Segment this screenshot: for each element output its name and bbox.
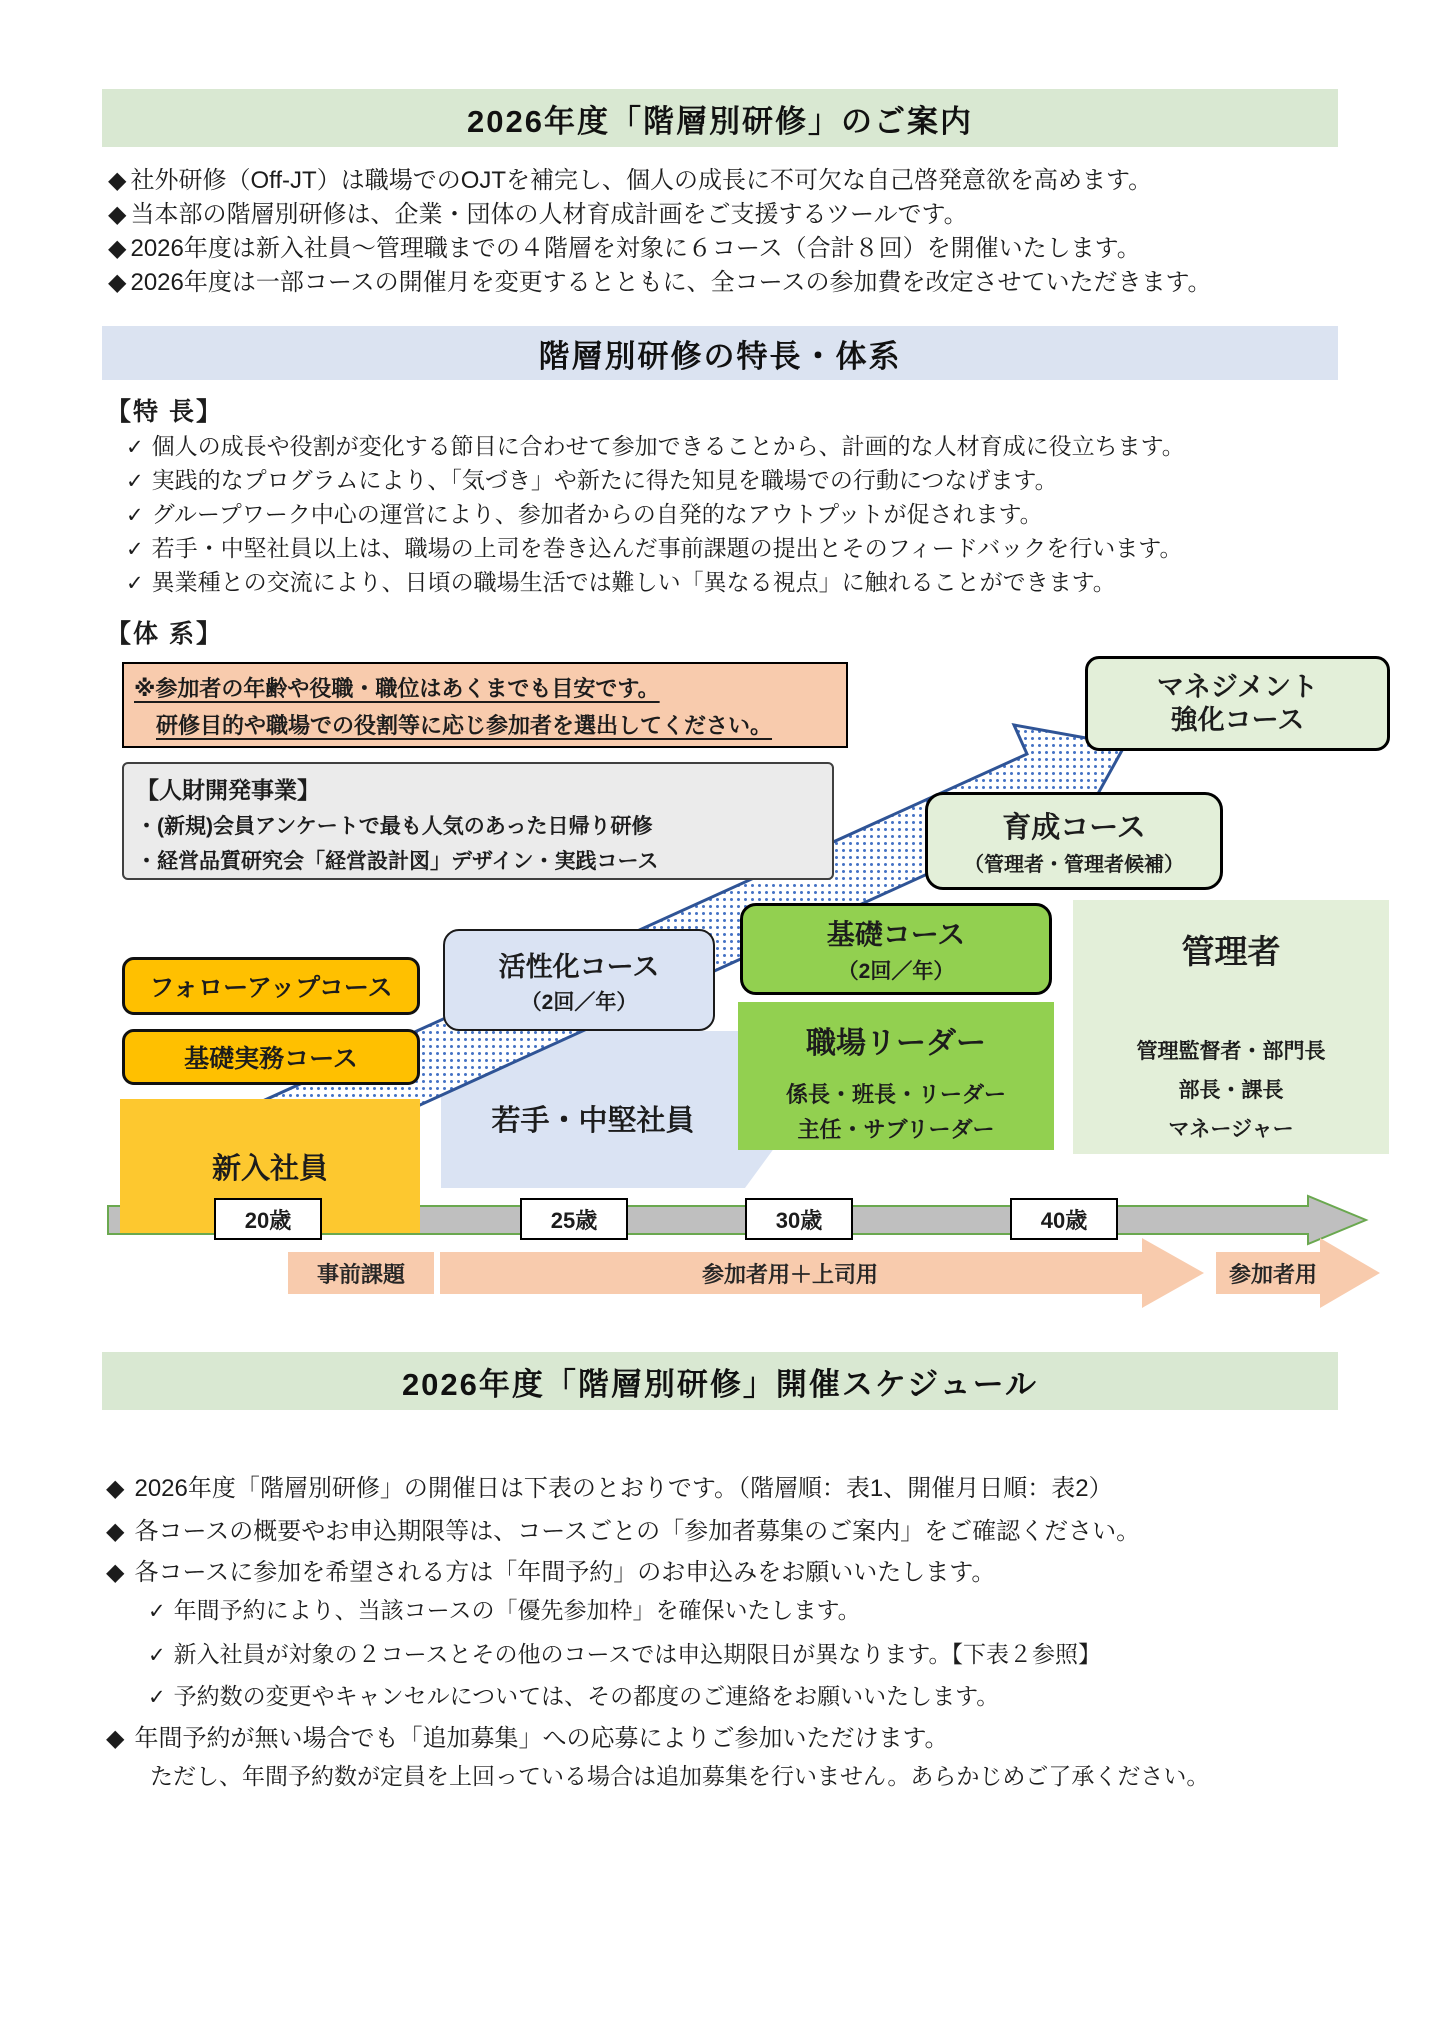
age-box-20: 20歳 bbox=[214, 1198, 322, 1240]
preassignment-label: 事前課題 bbox=[316, 1261, 405, 1287]
feature-item-4 bbox=[126, 530, 1182, 563]
shinnyu-label: 新入社員 bbox=[211, 1152, 328, 1185]
kiso-course-box bbox=[740, 903, 1052, 995]
intro-bullet-4 bbox=[108, 262, 1212, 297]
kassei-course-box bbox=[443, 929, 715, 1031]
ikusei-course-sub: （管理者・管理者候補） bbox=[964, 854, 1184, 876]
kisojitsumu-course-label: 基礎実務コース bbox=[184, 1045, 358, 1073]
diamond-bullet-icon: ◆ bbox=[106, 1559, 125, 1586]
diamond-bullet-icon: ◆ bbox=[108, 167, 127, 194]
check-icon: ✓ bbox=[126, 538, 144, 561]
kanrisha-line2: 管理監督者・部門長 bbox=[1136, 1040, 1326, 1063]
hr-development-box bbox=[122, 762, 834, 880]
diamond-bullet-icon: ◆ bbox=[106, 1518, 125, 1545]
schedule-check-1-text: 年間予約により、当該コースの「優先参加枠」を確保いたします。 bbox=[173, 1597, 861, 1623]
check-icon: ✓ bbox=[126, 470, 144, 493]
shokuba-leader-line3: 主任・サブリーダー bbox=[797, 1117, 995, 1142]
schedule-check-3-text: 予約数の変更やキャンセルについては、その都度のご連絡をお願いいたします。 bbox=[173, 1683, 1000, 1709]
schedule-check-1 bbox=[148, 1592, 861, 1625]
check-icon: ✓ bbox=[148, 1600, 166, 1623]
followup-course-box bbox=[122, 957, 420, 1015]
intro-bullet-4-text: 2026年度は一部コースの開催月を変更するとともに、全コースの参加費を改定させていただきます。 bbox=[130, 269, 1212, 296]
kanrisha-box bbox=[1073, 900, 1389, 1154]
features-title-text: 階層別研修の特長・体系 bbox=[538, 338, 902, 374]
shokuba-leader-line2: 係長・班長・リーダー bbox=[785, 1082, 1006, 1107]
schedule-bullet-4-text: 年間予約が無い場合でも「追加募集」への応募によりご参加いただけます。 bbox=[134, 1725, 949, 1752]
schedule-bullet-3 bbox=[106, 1552, 995, 1587]
feature-item-2-text: 実践的なプログラムにより、「気づき」や新たに得た知見を職場での行動につなげます。 bbox=[151, 467, 1058, 493]
check-icon: ✓ bbox=[126, 504, 144, 527]
intro-bullet-3 bbox=[108, 228, 1141, 263]
hr-development-item-1: ・(新規)会員アンケートで最も人気のあった日帰り研修 bbox=[136, 815, 653, 838]
wakate-label: 若手・中堅社員 bbox=[491, 1105, 695, 1137]
management-course-line2: 強化コース bbox=[1170, 704, 1305, 735]
schedule-bullet-2-text: 各コースの概要やお申込期限等は、コースごとの「参加者募集のご案内」をご確認ください。 bbox=[134, 1518, 1141, 1545]
diamond-bullet-icon: ◆ bbox=[108, 235, 127, 262]
check-icon: ✓ bbox=[126, 572, 144, 595]
management-course-box bbox=[1085, 656, 1390, 751]
age-box-25: 25歳 bbox=[520, 1198, 628, 1240]
features-label: 【特 長】 bbox=[106, 398, 223, 426]
note-line-2: 研修目的や職場での役割等に応じ参加者を選出してください。 bbox=[156, 713, 773, 738]
shokuba-leader-title: 職場リーダー bbox=[806, 1027, 986, 1060]
schedule-check-3 bbox=[148, 1678, 999, 1711]
schedule-bullet-1 bbox=[106, 1468, 1113, 1503]
note-line-1: ※参加者の年齢や役職・職位はあくまでも目安です。 bbox=[134, 676, 660, 701]
feature-item-1-text: 個人の成長や役割が変化する節目に合わせて参加できることから、計画的な人材育成に役立ちます。 bbox=[151, 433, 1185, 459]
participant-label: 参加者用 bbox=[1228, 1261, 1317, 1287]
diamond-bullet-icon: ◆ bbox=[106, 1725, 125, 1752]
age-box-40: 40歳 bbox=[1010, 1198, 1118, 1240]
intro-section-title bbox=[102, 89, 1338, 147]
feature-item-3 bbox=[126, 496, 1043, 529]
schedule-bullet-4-cont bbox=[150, 1758, 1209, 1791]
intro-bullet-2-text: 当本部の階層別研修は、企業・団体の人材育成計画をご支援するツールです。 bbox=[130, 201, 968, 228]
kiso-course-sub: （2回／年） bbox=[837, 960, 955, 983]
schedule-bullet-2 bbox=[106, 1511, 1140, 1546]
hr-development-item-2: ・経営品質研究会「経営設計図」デザイン・実践コース bbox=[136, 850, 659, 873]
kanrisha-line4: マネージャー bbox=[1168, 1118, 1294, 1141]
schedule-check-2 bbox=[148, 1636, 1101, 1669]
schedule-check-2-text: 新入社員が対象の２コースとその他のコースでは申込期限日が異なります。【下表２参照】 bbox=[173, 1641, 1101, 1667]
kisojitsumu-course-box bbox=[122, 1029, 420, 1085]
system-label: 【体 系】 bbox=[106, 620, 223, 648]
diamond-bullet-icon: ◆ bbox=[108, 269, 127, 296]
shokuba-leader-box bbox=[738, 1002, 1054, 1150]
followup-course-label: フォローアップコース bbox=[149, 974, 393, 1002]
ikusei-course-box bbox=[925, 792, 1223, 890]
features-section-title bbox=[102, 326, 1338, 380]
diamond-bullet-icon: ◆ bbox=[106, 1475, 125, 1502]
check-icon: ✓ bbox=[148, 1686, 166, 1709]
feature-item-5-text: 異業種との交流により、日頃の職場生活では難しい「異なる視点」に触れることができます。 bbox=[151, 569, 1116, 595]
schedule-bullet-3-text: 各コースに参加を希望される方は「年間予約」のお申込みをお願いいたします。 bbox=[134, 1559, 996, 1586]
feature-item-4-text: 若手・中堅社員以上は、職場の上司を巻き込んだ事前課題の提出とそのフィードバックを行います。 bbox=[151, 535, 1183, 561]
hr-development-title: 【人財開発事業】 bbox=[136, 777, 320, 803]
schedule-bullet-4 bbox=[106, 1718, 949, 1753]
kiso-course-title: 基礎コース bbox=[826, 919, 966, 950]
feature-item-5 bbox=[126, 564, 1116, 597]
schedule-title-text: 2026年度「階層別研修」開催スケジュール bbox=[401, 1366, 1039, 1402]
feature-item-2 bbox=[126, 462, 1058, 495]
schedule-bullet-1-text: 2026年度「階層別研修」の開催日は下表のとおりです。（階層順：表1、開催月日順：表2） bbox=[134, 1475, 1113, 1502]
management-course-line1: マネジメント bbox=[1156, 671, 1319, 702]
check-icon: ✓ bbox=[148, 1644, 166, 1667]
kanrisha-line3: 部長・課長 bbox=[1178, 1079, 1284, 1102]
intro-bullet-3-text: 2026年度は新入社員～管理職までの４階層を対象に６コース（合計８回）を開催いたします。 bbox=[130, 235, 1141, 262]
note-box bbox=[122, 662, 848, 748]
intro-bullet-1-text: 社外研修（Off-JT）は職場でのOJTを補完し、個人の成長に不可欠な自己啓発意欲を高めます。 bbox=[130, 167, 1153, 194]
check-icon: ✓ bbox=[126, 436, 144, 459]
participant-supervisor-label: 参加者用＋上司用 bbox=[701, 1261, 878, 1287]
intro-bullet-2 bbox=[108, 194, 968, 229]
ikusei-course-title: 育成コース bbox=[1002, 812, 1146, 844]
feature-item-1 bbox=[126, 428, 1185, 461]
diamond-bullet-icon: ◆ bbox=[108, 201, 127, 228]
intro-bullet-1 bbox=[108, 160, 1152, 195]
kassei-course-sub: （2回／年） bbox=[520, 990, 638, 1014]
age-box-30: 30歳 bbox=[745, 1198, 853, 1240]
schedule-bullet-4-cont-text: ただし、年間予約数が定員を上回っている場合は追加募集を行いません。あらかじめご了承ください。 bbox=[150, 1763, 1210, 1789]
schedule-section-title bbox=[102, 1352, 1338, 1410]
kanrisha-title: 管理者 bbox=[1181, 933, 1281, 970]
intro-title-text: 2026年度「階層別研修」のご案内 bbox=[467, 103, 973, 139]
feature-item-3-text: グループワーク中心の運営により、参加者からの自発的なアウトプットが促されます。 bbox=[151, 501, 1043, 527]
kassei-course-title: 活性化コース bbox=[498, 951, 660, 982]
